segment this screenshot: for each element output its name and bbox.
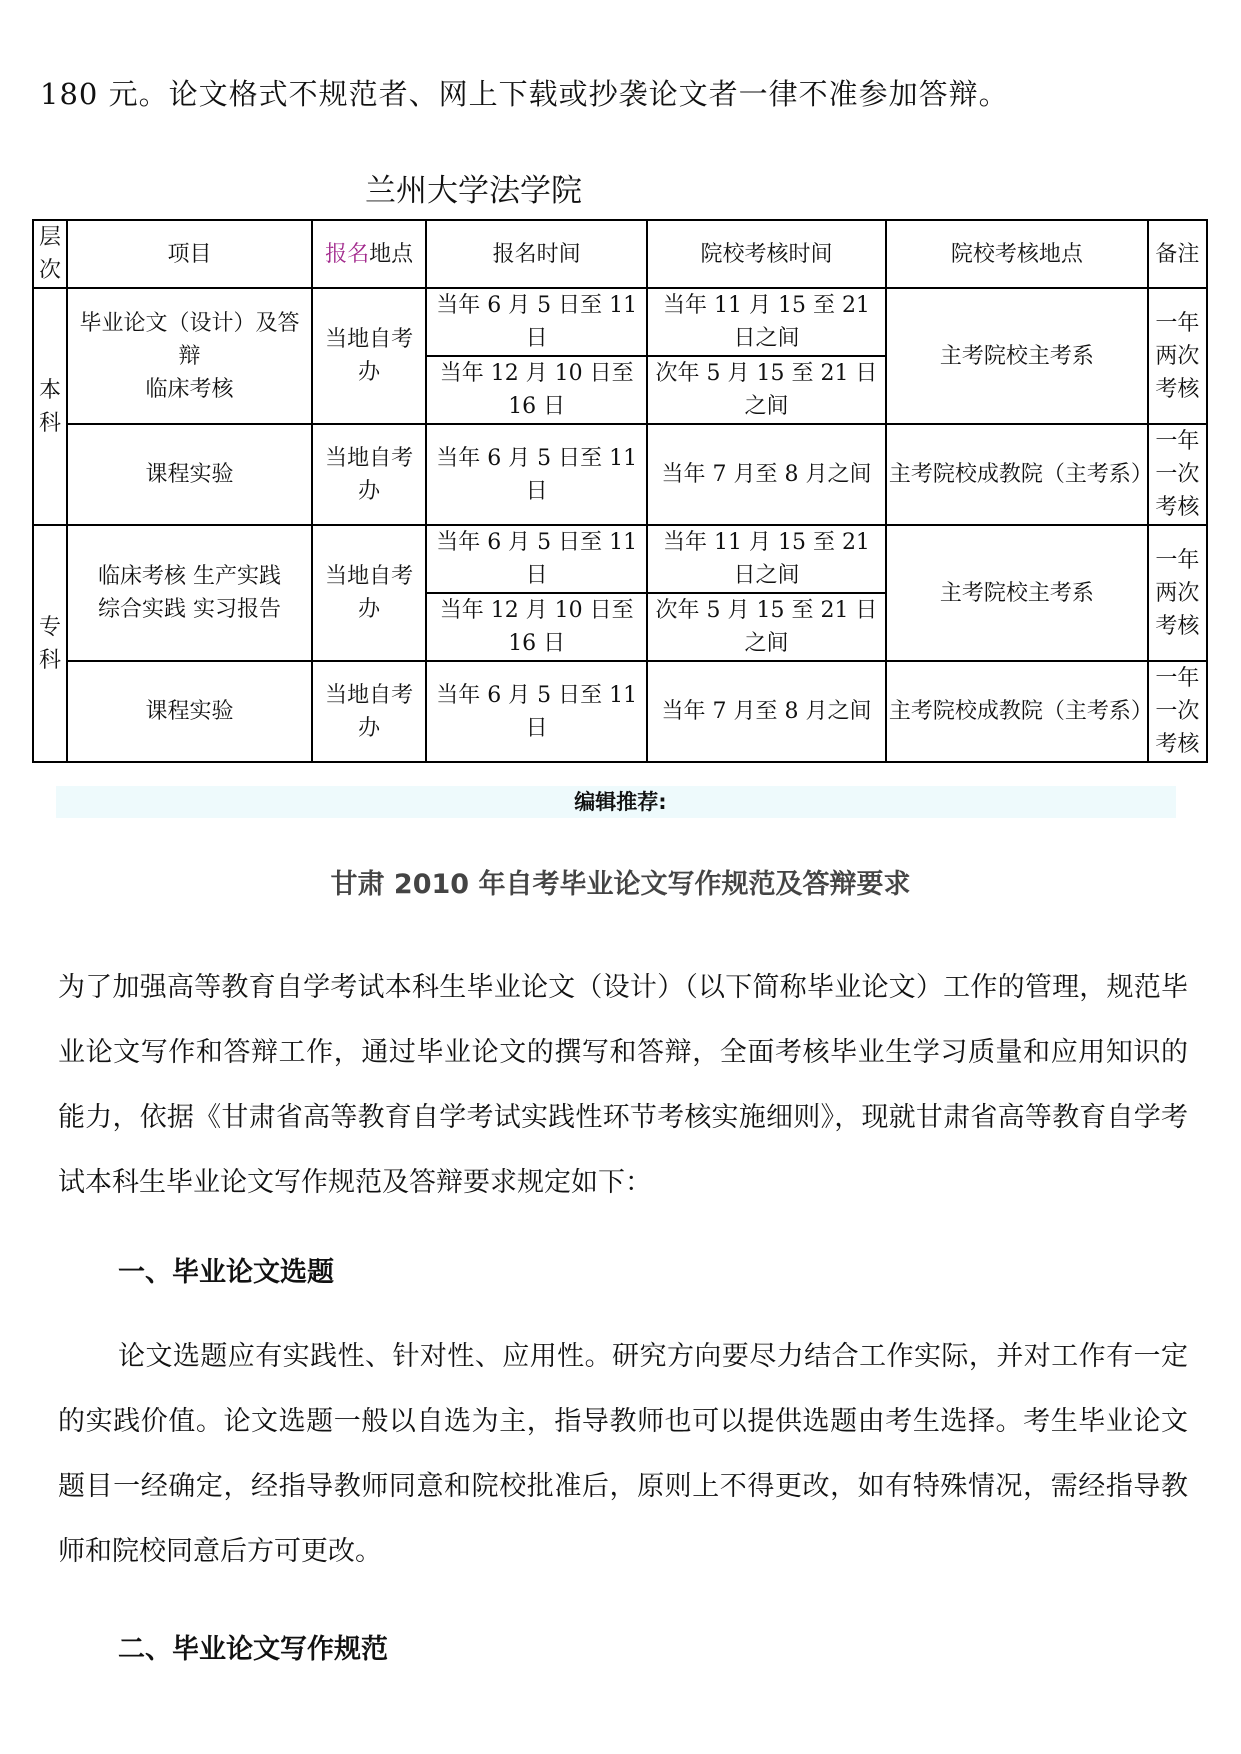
note-cell: 一年一次考核 [1148, 661, 1207, 762]
item-cell: 课程实验 [67, 661, 312, 762]
article-title[interactable]: 甘肃 2010 年自考毕业论文写作规范及答辩要求 [330, 869, 911, 900]
table-row [33, 424, 1207, 525]
item-cell: 课程实验 [67, 424, 312, 525]
exam-time-cell: 当年 7 月至 8 月之间 [647, 424, 886, 525]
header-location-highlight: 报名 [325, 241, 370, 267]
note-cell: 一年两次考核 [1148, 525, 1207, 661]
table-row [33, 288, 1207, 356]
exam-time-cell: 次年 5 月 15 至 21 日之间 [647, 356, 886, 424]
location-cell: 当地自考办 [312, 661, 426, 762]
exam-place-cell: 主考院校主考系 [886, 525, 1148, 661]
note-cell: 一年一次考核 [1148, 424, 1207, 525]
editor-recommend-label: 编辑推荐: [574, 790, 667, 814]
location-cell: 当地自考办 [312, 424, 426, 525]
schedule-table [32, 219, 1208, 763]
table-header-row [33, 220, 1207, 288]
section-heading-1: 一、毕业论文选题 [118, 1257, 334, 1288]
table-row [33, 525, 1207, 593]
reg-time-cell: 当年 6 月 5 日至 11 日 [426, 424, 647, 525]
item-cell: 临床考核 生产实践 综合实践 实习报告 [67, 525, 312, 661]
intro-text: 180 元。论文格式不规范者、网上下载或抄袭论文者一律不准参加答辩。 [40, 77, 1009, 111]
header-exam-place: 院校考核地点 [886, 220, 1148, 288]
reg-time-cell: 当年 12 月 10 日至 16 日 [426, 593, 647, 661]
reg-time-cell: 当年 6 月 5 日至 11 日 [426, 288, 647, 356]
item-cell: 毕业论文（设计）及答辩 临床考核 [67, 288, 312, 424]
note-cell: 一年两次考核 [1148, 288, 1207, 424]
exam-place-cell: 主考院校主考系 [886, 288, 1148, 424]
header-note: 备注 [1148, 220, 1207, 288]
exam-place-cell: 主考院校成教院（主考系） [886, 424, 1148, 525]
header-level: 层次 [33, 220, 67, 288]
reg-time-cell: 当年 12 月 10 日至 16 日 [426, 356, 647, 424]
header-exam-time: 院校考核时间 [647, 220, 886, 288]
exam-time-cell: 次年 5 月 15 至 21 日之间 [647, 593, 886, 661]
header-location [312, 220, 426, 288]
table-row [33, 661, 1207, 762]
reg-time-cell: 当年 6 月 5 日至 11 日 [426, 525, 647, 593]
exam-place-cell: 主考院校成教院（主考系） [886, 661, 1148, 762]
location-cell: 当地自考办 [312, 288, 426, 424]
institution-title: 兰州大学法学院 [365, 173, 582, 209]
header-location-rest: 地点 [369, 241, 414, 267]
exam-time-cell: 当年 11 月 15 至 21 日之间 [647, 288, 886, 356]
intro-paragraph: 为了加强高等教育自学考试本科生毕业论文（设计）（以下简称毕业论文）工作的管理，规范毕业论文写作和答辩工作，通过毕业论文的撰写和答辩，全面考核毕业生学习质量和应用知识的能力，依据《甘肃省高等教育自学考试实践性环节考核实施细则》，现就甘肃省高等教育自学考试本科生毕业论文写作规范及答辩要求规定如下： [58, 972, 1188, 1198]
level-cell-zhuanke: 专科 [33, 525, 67, 762]
section-heading-2: 二、毕业论文写作规范 [118, 1634, 388, 1665]
header-reg-time: 报名时间 [426, 220, 647, 288]
exam-time-cell: 当年 11 月 15 至 21 日之间 [647, 525, 886, 593]
location-cell: 当地自考办 [312, 525, 426, 661]
exam-time-cell: 当年 7 月至 8 月之间 [647, 661, 886, 762]
topic-paragraph: 论文选题应有实践性、针对性、应用性。研究方向要尽力结合工作实际，并对工作有一定的实践价值。论文选题一般以自选为主，指导教师也可以提供选题由考生选择。考生毕业论文题目一经确定，经指导教师同意和院校批准后，原则上不得更改，如有特殊情况，需经指导教师和院校同意后方可更改。 [58, 1341, 1188, 1567]
header-item: 项目 [67, 220, 312, 288]
reg-time-cell: 当年 6 月 5 日至 11 日 [426, 661, 647, 762]
level-cell-benke: 本科 [33, 288, 67, 525]
